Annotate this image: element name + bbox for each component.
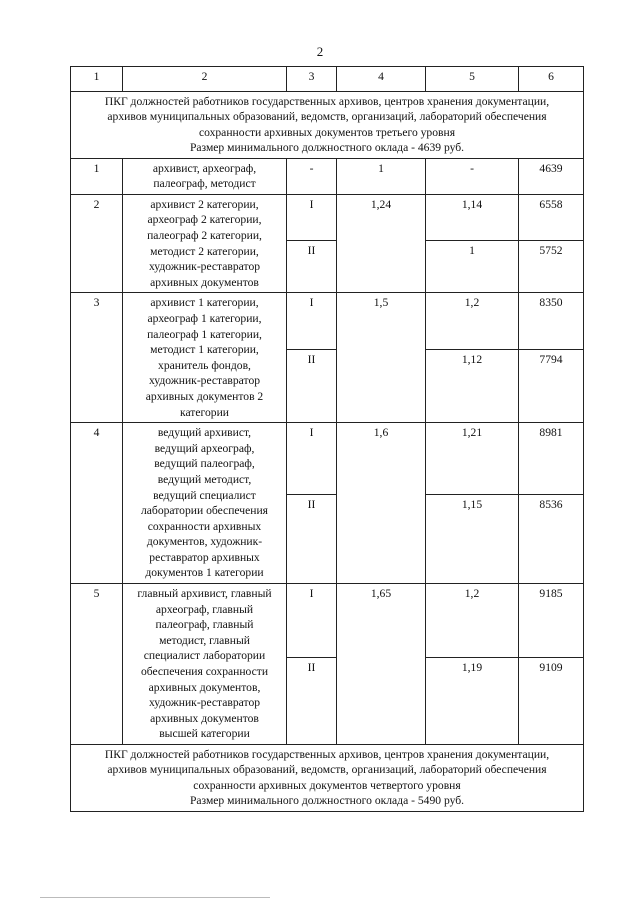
position-coefficient: 1,21 — [426, 423, 519, 495]
section-row-level-4 — [71, 745, 584, 812]
page-number: 2 — [316, 44, 324, 59]
row-number: 4 — [71, 423, 123, 584]
position-name: архивист 2 категории, археограф 2 категории, палеограф 2 категории, методист 2 категории, художник-реставратор архивных документов — [123, 194, 287, 293]
section-row-level-3 — [71, 92, 584, 159]
qualification-category: I — [287, 293, 337, 349]
qualification-category: - — [287, 158, 337, 194]
table-row — [71, 293, 584, 349]
salary-amount: 9185 — [519, 584, 584, 658]
level-coefficient: 1 — [337, 158, 426, 194]
salary-amount: 4639 — [519, 158, 584, 194]
salary-amount: 8981 — [519, 423, 584, 495]
level-coefficient: 1,24 — [337, 194, 426, 293]
table-row — [71, 158, 584, 194]
row-number: 1 — [71, 158, 123, 194]
column-header-3: 3 — [287, 67, 337, 92]
section-line: сохранности архивных документов третьего уровня — [198, 125, 456, 139]
section-heading-level-3 — [71, 92, 584, 159]
row-number: 5 — [71, 584, 123, 745]
position-coefficient: - — [426, 158, 519, 194]
section-line: ПКГ должностей работников государственных архивов, центров хранения документации, — [104, 748, 550, 761]
section-line: архивов муниципальных образований, ведомств, организаций, лабораторий обеспечения — [107, 763, 547, 777]
position-coefficient: 1,14 — [426, 194, 519, 240]
salary-amount: 7794 — [519, 349, 584, 423]
qualification-category: II — [287, 349, 337, 423]
table-row — [71, 423, 584, 495]
row-number: 3 — [71, 293, 123, 423]
position-coefficient: 1,12 — [426, 349, 519, 423]
salary-amount: 9109 — [519, 658, 584, 745]
section-line: Размер минимального должностного оклада - 5490 руб. — [189, 794, 465, 808]
column-header-2: 2 — [123, 67, 287, 92]
qualification-category: II — [287, 658, 337, 745]
level-coefficient: 1,5 — [337, 293, 426, 423]
level-coefficient: 1,65 — [337, 584, 426, 745]
column-number-row — [71, 67, 584, 92]
qualification-category: I — [287, 194, 337, 240]
column-header-5: 5 — [426, 67, 519, 92]
level-coefficient: 1,6 — [337, 423, 426, 584]
position-coefficient: 1,19 — [426, 658, 519, 745]
column-header-1: 1 — [71, 67, 123, 92]
qualification-category: I — [287, 584, 337, 658]
row-number: 2 — [71, 194, 123, 293]
column-header-6: 6 — [519, 67, 584, 92]
position-coefficient: 1,2 — [426, 293, 519, 349]
table-row — [71, 584, 584, 658]
qualification-category: I — [287, 423, 337, 495]
position-name: ведущий архивист, ведущий археограф, ведущий палеограф, ведущий методист, ведущий специалист лаборатории обеспечения сохранности архивных документов, художник- реставратор архивных документов 1 категории — [123, 423, 287, 584]
section-line: сохранности архивных документов четвертого уровня — [193, 778, 461, 792]
section-line: архивов муниципальных образований, ведомств, организаций, лабораторий обеспечения — [107, 110, 547, 124]
qualification-category: II — [287, 495, 337, 584]
position-coefficient: 1,15 — [426, 495, 519, 584]
position-name: главный архивист, главный археограф, главный палеограф, главный методист, главный специалист лаборатории обеспечения сохранности архивных документов, художник-реставратор архивных документов высшей категории — [123, 584, 287, 745]
column-header-4: 4 — [337, 67, 426, 92]
salary-table — [70, 66, 584, 812]
footer-rule — [40, 897, 270, 898]
table-row — [71, 194, 584, 240]
salary-amount: 8350 — [519, 293, 584, 349]
position-coefficient: 1 — [426, 241, 519, 293]
salary-amount: 5752 — [519, 241, 584, 293]
section-heading-level-4 — [71, 745, 584, 812]
position-name: архивист 1 категории, археограф 1 категории, палеограф 1 категории, методист 1 категории, хранитель фондов, художник-реставратор архивных документов 2 категории — [123, 293, 287, 423]
position-name: архивист, археограф, палеограф, методист — [123, 158, 287, 194]
salary-amount: 8536 — [519, 495, 584, 584]
salary-amount: 6558 — [519, 194, 584, 240]
section-line: Размер минимального должностного оклада - 4639 руб. — [189, 141, 465, 155]
position-coefficient: 1,2 — [426, 584, 519, 658]
section-line: ПКГ должностей работников государственных архивов, центров хранения документации, — [104, 95, 550, 108]
qualification-category: II — [287, 241, 337, 293]
